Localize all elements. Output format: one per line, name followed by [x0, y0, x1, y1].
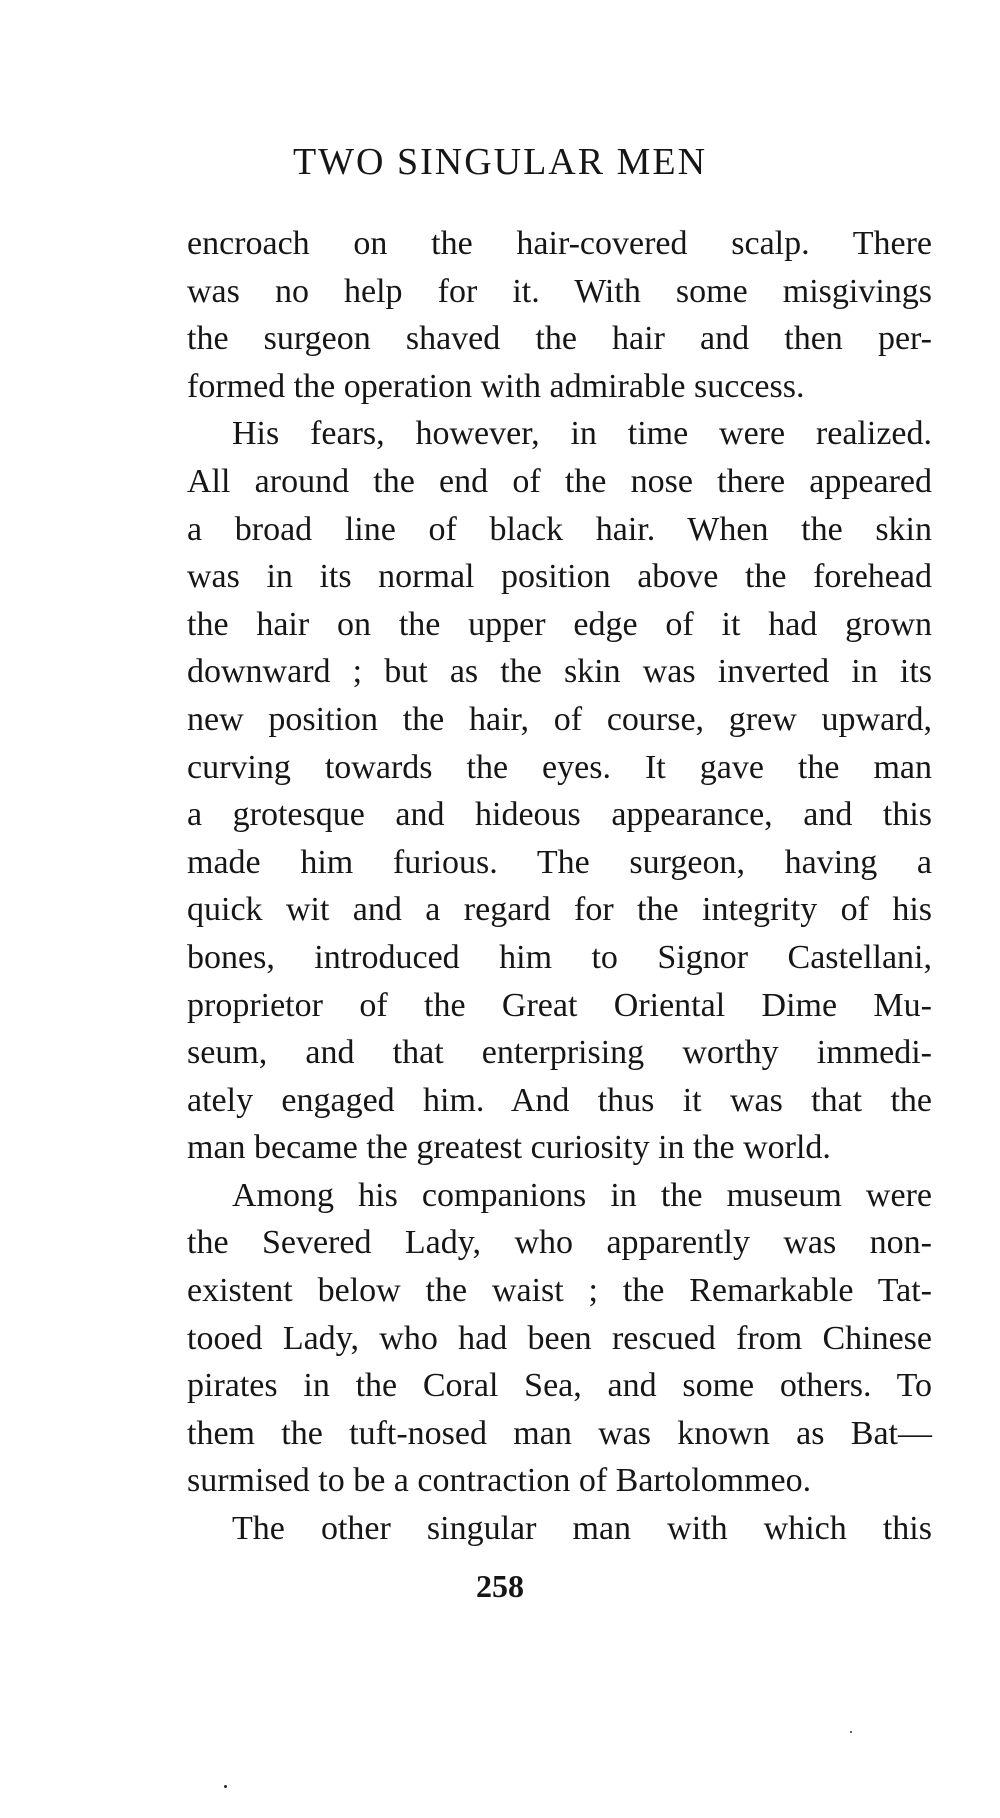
text-line: made him furious. The surgeon, having a	[187, 843, 932, 881]
text-line: ately engaged him. And thus it was that the	[187, 1081, 932, 1119]
text-line: His fears, however, in time were realized.	[232, 415, 932, 453]
text-line: pirates in the Coral Sea, and some others. To	[187, 1367, 932, 1405]
text-line: encroach on the hair-covered scalp. There	[187, 225, 932, 262]
text-line: bones, introduced him to Signor Castellani,	[187, 938, 932, 976]
text-line: surmised to be a contraction of Bartolommeo.	[187, 1462, 812, 1500]
paragraph	[187, 410, 932, 1172]
text-line: All around the end of the nose there appeared	[187, 462, 932, 500]
text-line: the hair on the upper edge of it had grown	[187, 605, 932, 643]
text-line: proprietor of the Great Oriental Dime Mu-	[187, 986, 932, 1024]
running-head: TWO SINGULAR MEN	[292, 141, 708, 183]
text-line: new position the hair, of course, grew upward,	[187, 700, 932, 738]
text-line: curving towards the eyes. It gave the man	[187, 748, 932, 786]
text-line: the surgeon shaved the hair and then per-	[187, 320, 932, 358]
text-line: a broad line of black hair. When the skin	[187, 510, 932, 548]
text-line: Among his companions in the museum were	[232, 1176, 932, 1214]
paragraph	[187, 1505, 932, 1553]
page-number: 258	[476, 1568, 524, 1604]
text-line: seum, and that enterprising worthy immedi-	[187, 1034, 932, 1072]
paragraph	[187, 1172, 932, 1505]
text-line: was in its normal position above the forehead	[187, 558, 932, 596]
text-line: a grotesque and hideous appearance, and this	[187, 796, 932, 834]
text-line: them the tuft-nosed man was known as Bat—	[187, 1414, 932, 1452]
text-line: formed the operation with admirable success.	[187, 367, 805, 405]
print-speck	[850, 1731, 852, 1733]
text-line: was no help for it. With some misgivings	[187, 272, 932, 310]
print-speck	[224, 1785, 227, 1788]
paragraph	[187, 220, 932, 410]
text-line: tooed Lady, who had been rescued from Chinese	[187, 1319, 932, 1357]
text-line: existent below the waist ; the Remarkable Tat-	[187, 1272, 932, 1310]
text-line: The other singular man with which this	[232, 1510, 932, 1548]
text-line: quick wit and a regard for the integrity of his	[187, 891, 932, 929]
text-line: man became the greatest curiosity in the world.	[187, 1129, 831, 1167]
text-line: downward ; but as the skin was inverted in its	[187, 653, 932, 691]
text-line: the Severed Lady, who apparently was non-	[187, 1224, 932, 1262]
body-text	[187, 220, 932, 1553]
